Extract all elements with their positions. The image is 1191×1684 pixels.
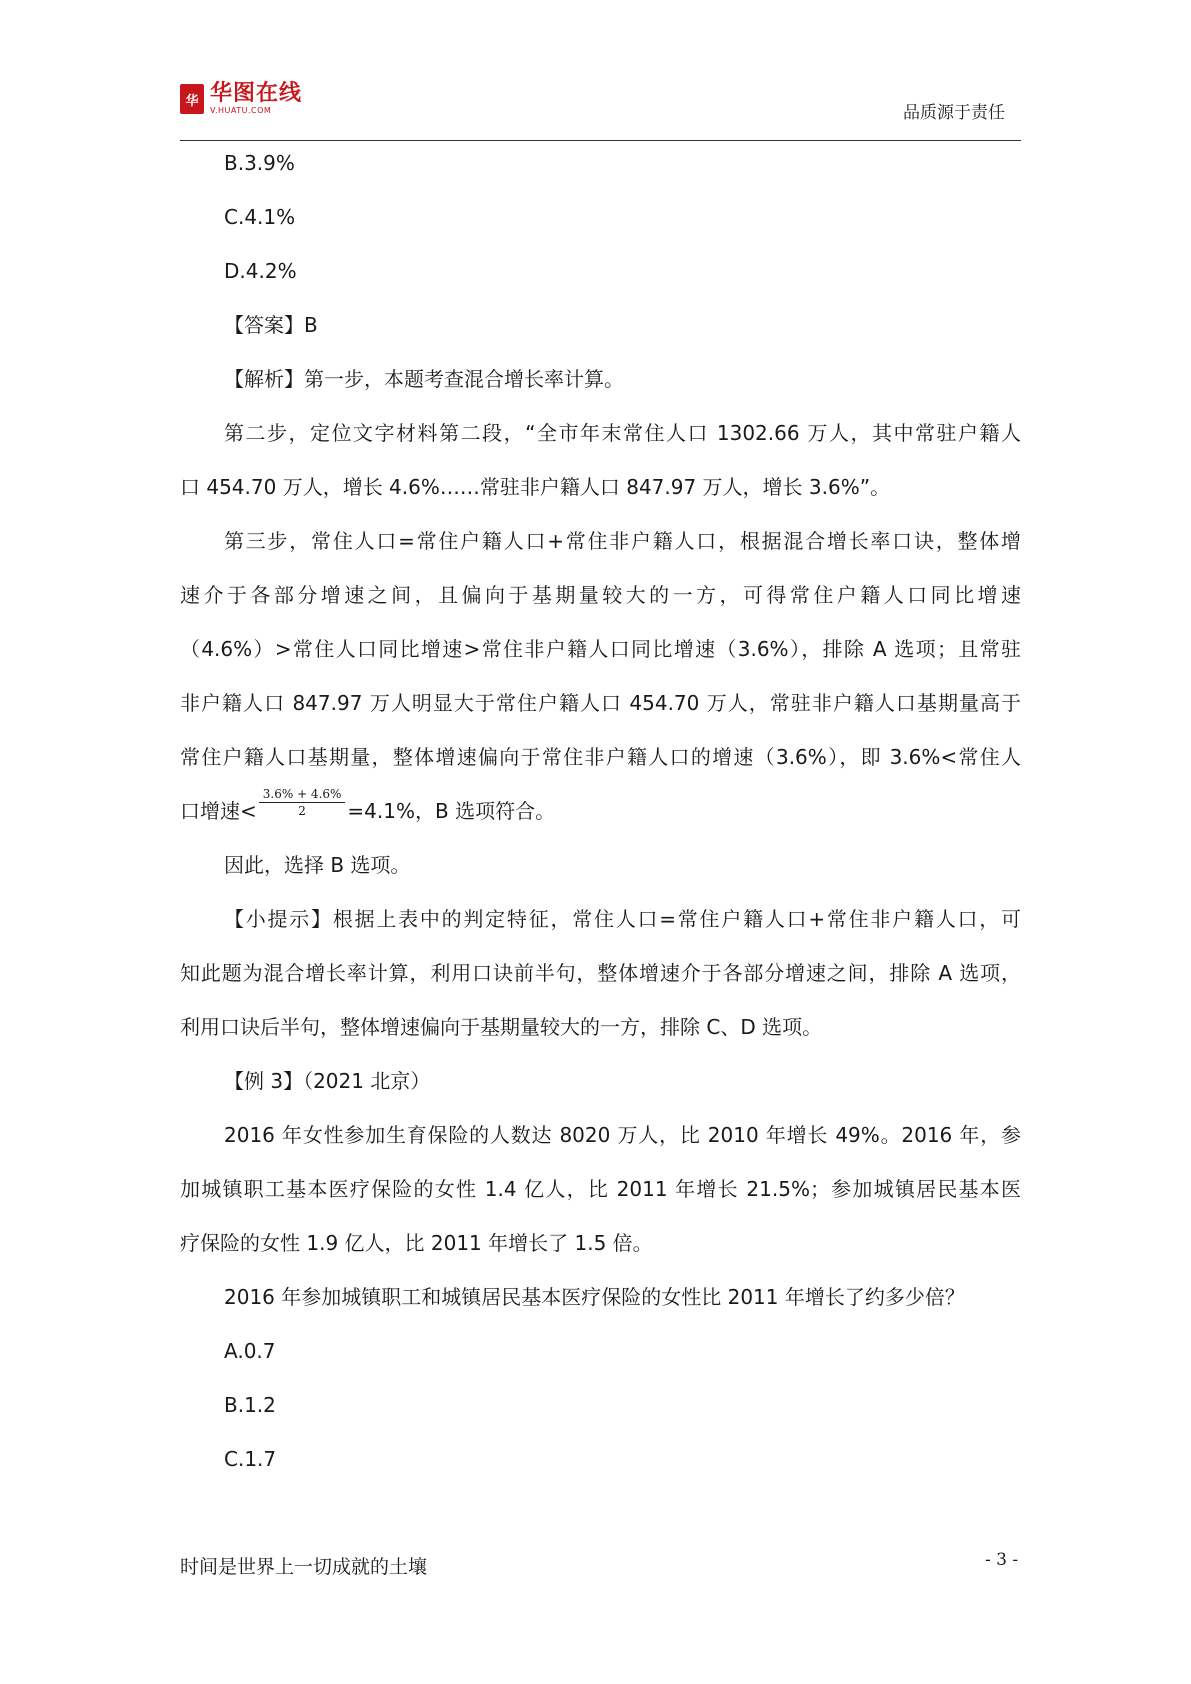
analysis-step3-cont2: （4.6%）>常住人口同比增速>常住非户籍人口同比增速（3.6%），排除 A 选项；且常驻 — [180, 637, 1021, 661]
logo-name: 华图在线 — [210, 81, 303, 106]
tip-line2: 知此题为混合增长率计算，利用口诀前半句，整体增速介于各部分增速之间，排除 A 选项， — [180, 961, 1021, 985]
footer-motto: 时间是世界上一切成就的土壤 — [180, 1556, 428, 1578]
option-b: B.3.9% — [224, 151, 295, 175]
page-header — [180, 80, 1021, 141]
header-tagline: 品质源于责任 — [903, 103, 1005, 123]
answer-line: 【答案】B — [224, 313, 318, 337]
example-heading: 【例 3】（2021 北京） — [224, 1069, 431, 1093]
formula-suffix: =4.1%，B 选项符合。 — [347, 799, 556, 823]
example-text3: 疗保险的女性 1.9 亿人，比 2011 年增长了 1.5 倍。 — [180, 1231, 653, 1255]
page-number: - 3 - — [985, 1550, 1019, 1570]
example-question: 2016 年参加城镇职工和城镇居民基本医疗保险的女性比 2011 年增长了约多少倍？ — [224, 1285, 965, 1309]
analysis-heading: 【解析】第一步，本题考查混合增长率计算。 — [224, 367, 624, 391]
tip-line1: 【小提示】根据上表中的判定特征，常住人口=常住户籍人口+常住非户籍人口，可 — [224, 907, 1021, 931]
logo-url: V.HUATU.COM — [210, 106, 272, 115]
huatu-logo-icon: 华 — [180, 84, 204, 114]
analysis-step2: 第二步，定位文字材料第二段，“全市年末常住人口 1302.66 万人，其中常驻户籍人 — [224, 421, 1021, 445]
analysis-step2-cont: 口 454.70 万人，增长 4.6%……常驻非户籍人口 847.97 万人，增长 3.6%”。 — [180, 475, 891, 499]
option-d: D.4.2% — [224, 259, 297, 283]
fraction-denominator: 2 — [298, 804, 306, 818]
analysis-step3: 第三步，常住人口=常住户籍人口+常住非户籍人口，根据混合增长率口诀，整体增 — [224, 529, 1021, 553]
option-c-2: C.1.7 — [224, 1447, 277, 1471]
document-body — [180, 136, 1021, 1486]
analysis-step3-formula — [180, 784, 1021, 838]
fraction-numerator: 3.6% + 4.6% — [259, 786, 346, 803]
conclusion-line: 因此，选择 B 选项。 — [224, 853, 411, 877]
formula-prefix: 口增速< — [180, 799, 257, 823]
analysis-step3-cont1: 速介于各部分增速之间，且偏向于基期量较大的一方，可得常住户籍人口同比增速 — [180, 583, 1021, 607]
fraction — [259, 786, 346, 819]
analysis-step3-cont4: 常住户籍人口基期量，整体增速偏向于常住非户籍人口的增速（3.6%），即 3.6%<常住人 — [180, 745, 1021, 769]
option-b-2: B.1.2 — [224, 1393, 276, 1417]
analysis-step3-cont3: 非户籍人口 847.97 万人明显大于常住户籍人口 454.70 万人，常驻非户籍人口基期量高于 — [180, 691, 1021, 715]
tip-line3: 利用口诀后半句，整体增速偏向于基期量较大的一方，排除 C、D 选项。 — [180, 1015, 823, 1039]
huatu-logo — [180, 83, 302, 115]
option-c: C.4.1% — [224, 205, 296, 229]
example-text2: 加城镇职工基本医疗保险的女性 1.4 亿人，比 2011 年增长 21.5%；参加城镇居民基本医 — [180, 1177, 1021, 1201]
example-text1: 2016 年女性参加生育保险的人数达 8020 万人，比 2010 年增长 49%。2016 年，参 — [224, 1123, 1021, 1147]
option-a: A.0.7 — [224, 1339, 276, 1363]
